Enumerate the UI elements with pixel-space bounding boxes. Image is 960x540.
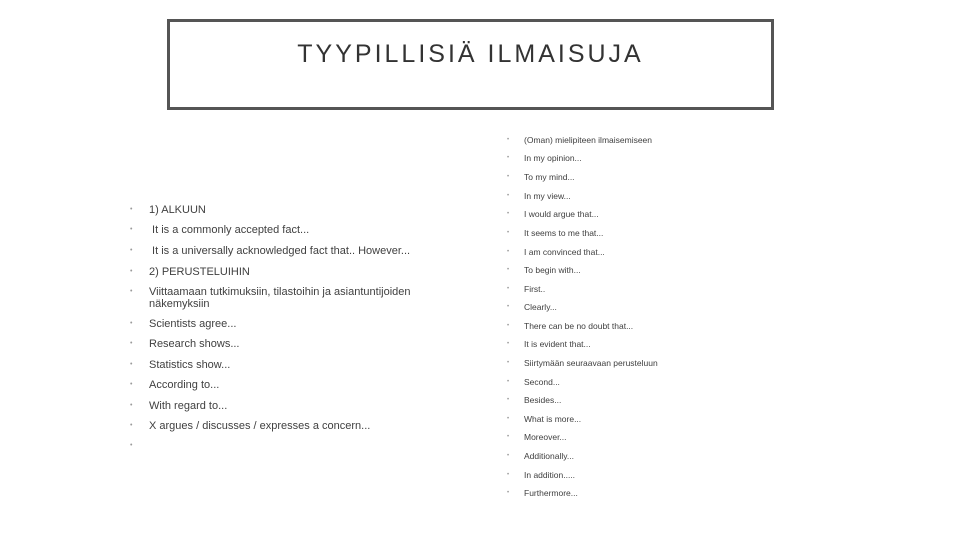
bullet-icon: • xyxy=(130,247,133,254)
bullet-icon: • xyxy=(130,442,133,449)
bullet-icon: • xyxy=(507,267,510,273)
list-item xyxy=(507,488,727,498)
bullet-icon: • xyxy=(507,174,510,180)
list-item xyxy=(130,400,420,412)
bullet-icon: • xyxy=(507,304,510,310)
list-item-text: (Oman) mielipiteen ilmaisemiseen xyxy=(524,135,653,145)
bullet-icon: • xyxy=(507,137,510,143)
bullet-icon: • xyxy=(507,155,510,161)
list-item-text: Additionally... xyxy=(524,451,574,461)
list-item xyxy=(507,172,727,182)
list-item xyxy=(507,284,727,294)
list-item-text: Besides... xyxy=(524,395,562,405)
list-item xyxy=(507,247,727,257)
list-item xyxy=(130,440,420,452)
list-item-text: 2) PERUSTELUIHIN xyxy=(149,266,250,278)
bullet-icon: • xyxy=(507,379,510,385)
list-item-text: X argues / discusses / expresses a concern... xyxy=(149,420,371,432)
list-item-text: What is more... xyxy=(524,414,582,424)
list-item xyxy=(507,358,727,368)
title-box xyxy=(167,19,774,110)
list-item xyxy=(507,153,727,163)
list-item xyxy=(507,321,727,331)
bullet-icon: • xyxy=(130,402,133,409)
list-item xyxy=(507,395,727,405)
bullet-icon: • xyxy=(130,206,133,213)
slide-title: TYYPILLISIÄ ILMAISUJA xyxy=(297,40,644,68)
list-item-text: In my view... xyxy=(524,191,571,201)
list-item xyxy=(130,286,420,310)
bullet-icon: • xyxy=(130,226,133,233)
list-item xyxy=(507,470,727,480)
list-item-text: There can be no doubt that... xyxy=(524,321,634,331)
list-item xyxy=(130,266,420,278)
list-item-text: In addition..... xyxy=(524,470,576,480)
list-item-text: First.. xyxy=(524,284,546,294)
list-item-text: Moreover... xyxy=(524,432,567,442)
list-item xyxy=(507,191,727,201)
list-item-text: According to... xyxy=(149,379,220,391)
bullet-icon: • xyxy=(507,286,510,292)
list-item-text: Statistics show... xyxy=(149,359,231,371)
list-item xyxy=(130,420,420,432)
list-item-text: To begin with... xyxy=(524,265,581,275)
bullet-icon: • xyxy=(130,381,133,388)
bullet-icon: • xyxy=(130,361,133,368)
bullet-icon: • xyxy=(507,397,510,403)
list-item-text: It is a commonly accepted fact... xyxy=(149,224,310,236)
list-item xyxy=(130,338,420,350)
list-item xyxy=(130,359,420,371)
list-item-text: I am convinced that... xyxy=(524,247,605,257)
list-item xyxy=(130,204,420,216)
list-item-text: Siirtymään seuraavaan perusteluun xyxy=(524,358,658,368)
bullet-icon: • xyxy=(507,323,510,329)
list-item-text: 1) ALKUUN xyxy=(149,204,206,216)
bullet-icon: • xyxy=(507,360,510,366)
list-item xyxy=(507,414,727,424)
list-item-text: I would argue that... xyxy=(524,209,599,219)
list-item xyxy=(507,302,727,312)
list-item xyxy=(507,451,727,461)
bullet-icon: • xyxy=(130,422,133,429)
list-item-text: It is a universally acknowledged fact that.. However... xyxy=(149,245,411,257)
list-item-text: To my mind... xyxy=(524,172,575,182)
list-item xyxy=(130,245,420,257)
bullet-icon: • xyxy=(507,490,510,496)
bullet-icon: • xyxy=(130,268,133,275)
bullet-icon: • xyxy=(507,453,510,459)
bullet-icon: • xyxy=(507,249,510,255)
bullet-icon: • xyxy=(130,320,133,327)
list-item xyxy=(507,265,727,275)
list-item xyxy=(507,339,727,349)
list-item-text: Viittaamaan tutkimuksiin, tilastoihin ja asiantuntijoiden näkemyksiin xyxy=(149,286,411,310)
list-item-text: Furthermore... xyxy=(524,488,578,498)
list-item-text: It seems to me that... xyxy=(524,228,604,238)
list-item-text: It is evident that... xyxy=(524,339,591,349)
list-item-text: Research shows... xyxy=(149,338,240,350)
list-item xyxy=(507,209,727,219)
bullet-icon: • xyxy=(507,211,510,217)
bullet-icon: • xyxy=(507,230,510,236)
bullet-icon: • xyxy=(507,193,510,199)
bullet-icon: • xyxy=(507,434,510,440)
bullet-icon: • xyxy=(507,472,510,478)
list-item-text: In my opinion... xyxy=(524,153,582,163)
list-item xyxy=(507,377,727,387)
list-item xyxy=(130,318,420,330)
list-item xyxy=(507,135,727,145)
list-item xyxy=(130,379,420,391)
list-item-text: Scientists agree... xyxy=(149,318,237,330)
list-item-text: With regard to... xyxy=(149,400,228,412)
bullet-icon: • xyxy=(507,416,510,422)
list-item xyxy=(507,432,727,442)
list-item-text: Clearly... xyxy=(524,302,557,312)
list-item xyxy=(507,228,727,238)
bullet-icon: • xyxy=(130,340,133,347)
list-item xyxy=(130,224,420,236)
bullet-icon: • xyxy=(130,288,133,295)
bullet-icon: • xyxy=(507,341,510,347)
list-item-text: Second... xyxy=(524,377,560,387)
